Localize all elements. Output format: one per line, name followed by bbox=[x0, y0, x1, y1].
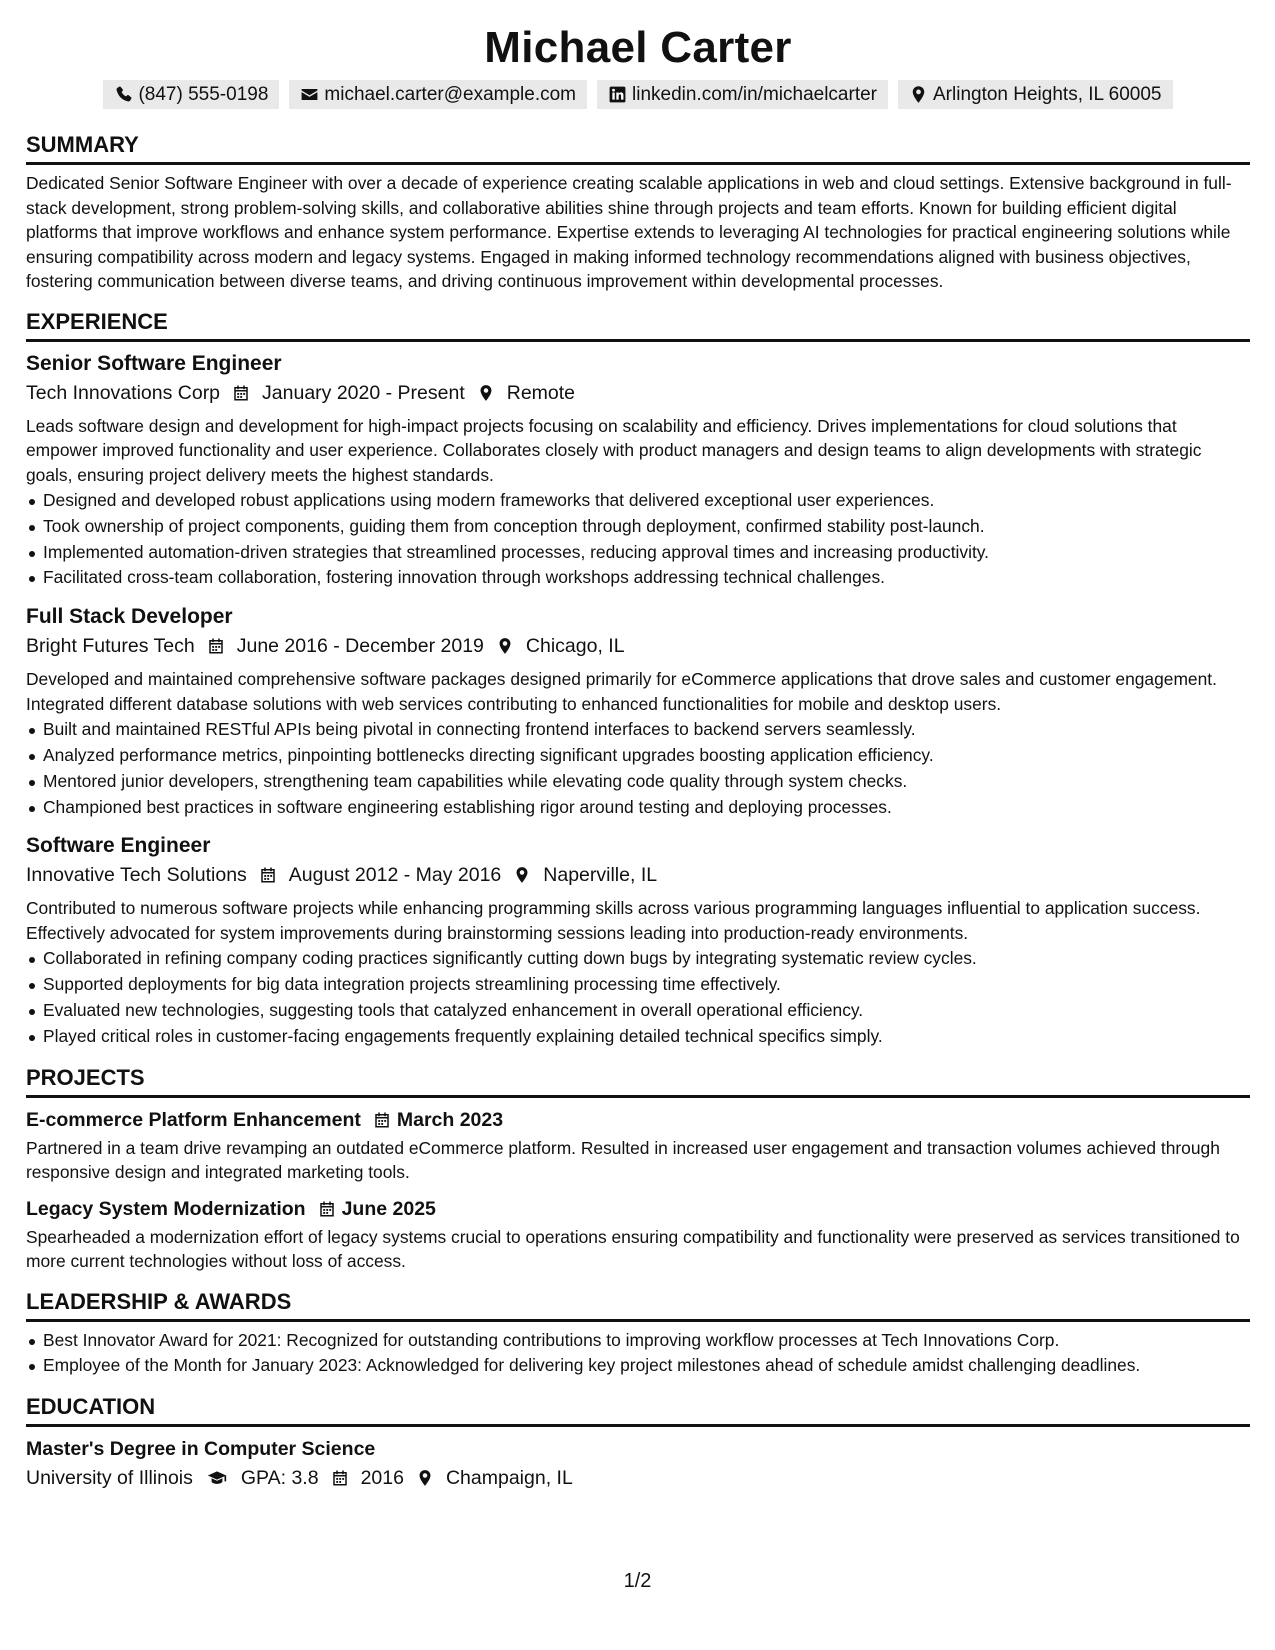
job-description: Leads software design and development for high-impact projects focusing on scalability and efficiency. Drives implementations for cloud solutions that empower improved functionality and user experience. Collaborates closely with product managers and design teams to align developments with strategic goals, ensuring project delivery meets the highest standards. bbox=[26, 415, 1202, 485]
linkedin-text: linkedin.com/in/michaelcarter bbox=[632, 84, 877, 105]
map-pin-icon bbox=[477, 384, 495, 402]
school-name: University of Illinois bbox=[26, 1467, 193, 1490]
job-bullets bbox=[26, 488, 1250, 591]
project-description: Spearheaded a modernization effort of legacy systems crucial to operations ensuring compatibility and functionality were preserved as services transitioned to more current technologies without loss of access. bbox=[26, 1226, 1240, 1272]
job-company: Bright Futures Tech bbox=[26, 635, 195, 658]
job-meta bbox=[26, 860, 1250, 890]
gpa-text: GPA: 3.8 bbox=[240, 1467, 319, 1490]
phone-text: (847) 555-0198 bbox=[138, 84, 269, 105]
education-meta bbox=[26, 1463, 1250, 1493]
list-item: Collaborated in refining company coding practices significantly cutting down bugs by integrating systematic review cycles. bbox=[26, 946, 1250, 972]
job-title: Senior Software Engineer bbox=[26, 351, 282, 375]
location-text: Arlington Heights, IL 60005 bbox=[933, 84, 1162, 105]
job-description: Developed and maintained comprehensive software packages designed primarily for eCommerce applications that drove sales and customer engagement. Integrated different database solutions with web services contributing to enhanced functionalities for mobile and desktop users. bbox=[26, 669, 1217, 714]
education-entry bbox=[26, 1435, 1250, 1493]
job-dates: June 2016 - December 2019 bbox=[236, 635, 484, 658]
projects-section bbox=[26, 1064, 1250, 1274]
list-item: Supported deployments for big data integration projects streamlining processing time effectively. bbox=[26, 972, 1250, 998]
list-item: Facilitated cross-team collaboration, fostering innovation through workshops addressing technical challenges. bbox=[26, 565, 1250, 591]
project-header bbox=[26, 1195, 1250, 1223]
map-pin-icon bbox=[513, 866, 531, 884]
summary-text: Dedicated Senior Software Engineer with over a decade of experience creating scalable applications in web and cloud settings. Extensive background in full-stack development, strong problem-solving skills, and collaborative abilities shine through projects and team efforts. Known for building efficient digital platforms that improve workflows and enhance system performance. Expertise extends to leveraging AI technologies for practical engineering solutions while ensuring compatibility across modern and legacy systems. Engaged in making informed technology recommendations aligned with business objectives, fostering communication between diverse teams, and driving continuous improvement within developmental processes. bbox=[26, 173, 1232, 291]
email-text: michael.carter@example.com bbox=[324, 84, 576, 105]
resume-content bbox=[26, 18, 1250, 1493]
contact-phone bbox=[103, 80, 279, 109]
project-header bbox=[26, 1106, 1250, 1134]
contact-bar bbox=[26, 80, 1250, 109]
list-item: Analyzed performance metrics, pinpointing bottlenecks directing significant upgrades boosting application efficiency. bbox=[26, 743, 1250, 769]
map-pin-icon bbox=[909, 85, 928, 104]
graduation-cap-icon bbox=[205, 1468, 229, 1488]
job-dates: August 2012 - May 2016 bbox=[288, 864, 502, 887]
graduation-year: 2016 bbox=[360, 1467, 404, 1490]
phone-icon bbox=[114, 85, 133, 104]
summary-section bbox=[26, 131, 1250, 294]
job-meta bbox=[26, 378, 1250, 408]
list-item: Best Innovator Award for 2021: Recognized for outstanding contributions to improving workflow processes at Tech Innovations Corp. bbox=[26, 1328, 1250, 1354]
contact-location bbox=[898, 80, 1173, 109]
contact-email[interactable] bbox=[289, 80, 587, 109]
calendar-icon bbox=[331, 1469, 349, 1487]
job-location: Remote bbox=[506, 381, 576, 404]
calendar-icon bbox=[373, 1111, 391, 1129]
job-title: Full Stack Developer bbox=[26, 605, 233, 629]
job-company: Tech Innovations Corp bbox=[26, 381, 221, 404]
contact-linkedin[interactable] bbox=[597, 80, 888, 109]
experience-heading: EXPERIENCE bbox=[26, 308, 1250, 342]
page-number: 1/2 bbox=[623, 1570, 652, 1592]
calendar-icon bbox=[318, 1200, 336, 1218]
list-item: Designed and developed robust applications using modern frameworks that delivered exceptional user experiences. bbox=[26, 488, 1250, 514]
education-heading: EDUCATION bbox=[26, 1393, 1250, 1427]
project-date: March 2023 bbox=[396, 1108, 504, 1131]
job-bullets bbox=[26, 717, 1250, 820]
calendar-icon bbox=[259, 866, 277, 884]
job-entry bbox=[26, 350, 1250, 592]
project-title: E-commerce Platform Enhancement bbox=[26, 1108, 361, 1131]
map-pin-icon bbox=[496, 637, 514, 655]
list-item: Played critical roles in customer-facing engagements frequently explaining detailed technical specifics simply. bbox=[26, 1024, 1250, 1050]
project-description: Partnered in a team drive revamping an outdated eCommerce platform. Resulted in increased user engagement and transaction volumes achieved through responsive design and integrated marketing tools. bbox=[26, 1137, 1220, 1183]
leadership-section bbox=[26, 1288, 1250, 1380]
project-title: Legacy System Modernization bbox=[26, 1197, 306, 1220]
job-description: Contributed to numerous software projects while enhancing programming skills across various programming languages influential to application success. Effectively advocated for system improvements during brainstorming sessions leading into production-ready environments. bbox=[26, 898, 1201, 943]
job-location: Naperville, IL bbox=[543, 864, 658, 887]
list-item: Took ownership of project components, guiding them from conception through deployment, confirmed stability post-launch. bbox=[26, 514, 1250, 540]
job-meta bbox=[26, 631, 1250, 661]
job-entry bbox=[26, 603, 1250, 820]
school-location: Champaign, IL bbox=[445, 1467, 573, 1490]
job-entry bbox=[26, 832, 1250, 1049]
calendar-icon bbox=[207, 637, 225, 655]
list-item: Evaluated new technologies, suggesting tools that catalyzed enhancement in overall operational efficiency. bbox=[26, 998, 1250, 1024]
project-entry bbox=[26, 1106, 1250, 1185]
job-title: Software Engineer bbox=[26, 834, 211, 858]
envelope-icon bbox=[300, 85, 319, 104]
job-company: Innovative Tech Solutions bbox=[26, 864, 247, 887]
job-location: Chicago, IL bbox=[525, 635, 625, 658]
calendar-icon bbox=[232, 384, 250, 402]
list-item: Championed best practices in software engineering establishing rigor around testing and deploying processes. bbox=[26, 795, 1250, 821]
linkedin-icon bbox=[608, 85, 627, 104]
education-section bbox=[26, 1393, 1250, 1493]
projects-heading: PROJECTS bbox=[26, 1064, 1250, 1098]
candidate-name: Michael Carter bbox=[484, 23, 792, 72]
list-item: Employee of the Month for January 2023: Acknowledged for delivering key project milestones ahead of schedule amidst challenging deadlines. bbox=[26, 1353, 1250, 1379]
list-item: Implemented automation-driven strategies that streamlined processes, reducing approval times and increasing productivity. bbox=[26, 540, 1250, 566]
degree-title: Master's Degree in Computer Science bbox=[26, 1438, 376, 1461]
project-entry bbox=[26, 1195, 1250, 1274]
summary-heading: SUMMARY bbox=[26, 131, 1250, 165]
list-item: Mentored junior developers, strengthening team capabilities while elevating code quality through system checks. bbox=[26, 769, 1250, 795]
project-date: June 2025 bbox=[341, 1197, 436, 1220]
leadership-heading: LEADERSHIP & AWARDS bbox=[26, 1288, 1250, 1322]
map-pin-icon bbox=[416, 1469, 434, 1487]
leadership-bullets bbox=[26, 1328, 1250, 1380]
experience-section bbox=[26, 308, 1250, 1050]
job-bullets bbox=[26, 946, 1250, 1049]
list-item: Built and maintained RESTful APIs being pivotal in connecting frontend interfaces to backend servers seamlessly. bbox=[26, 717, 1250, 743]
job-dates: January 2020 - Present bbox=[262, 381, 465, 404]
